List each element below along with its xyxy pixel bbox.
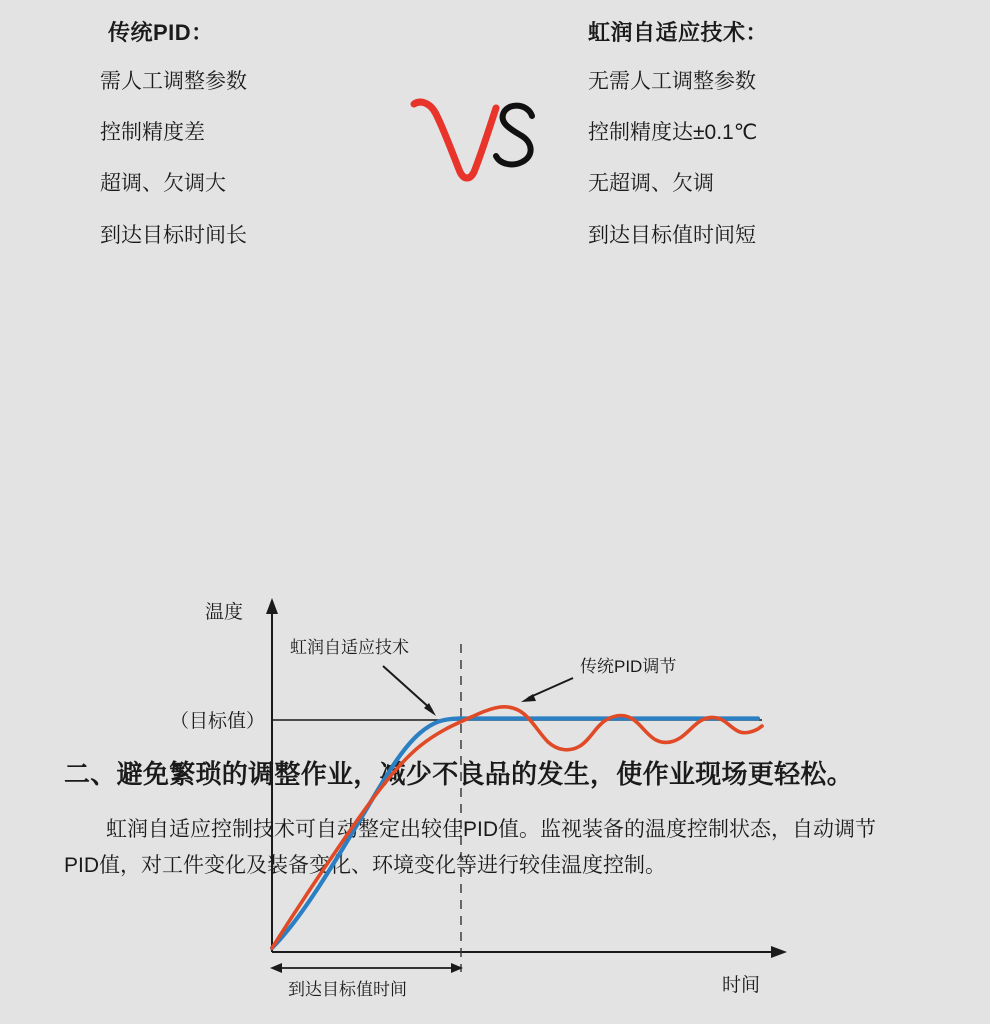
settling-span-arrow-left: [270, 963, 282, 973]
list-item: 需人工调整参数: [100, 70, 247, 93]
list-item: 到达目标时间长: [100, 223, 247, 247]
x-axis-title: 时间: [722, 975, 761, 996]
target-value-label: （目标值）: [170, 711, 266, 732]
list-item: 控制精度达±0.1℃: [588, 121, 758, 145]
vs-badge: [404, 96, 544, 186]
section-paragraph: 虹润自适应控制技术可自动整定出较佳PID值。监视装备的温度控制状态，自动调节PID值，对工件变化及装备变化、环境变化等进行较佳温度控制。: [64, 817, 877, 878]
y-axis-title: 温度: [205, 602, 244, 623]
annotation-leader-pid: [528, 678, 573, 698]
annotation-label-pid: 传统PID调节: [580, 657, 677, 676]
comparison-title-adaptive: 虹润自适应技术：: [588, 20, 769, 45]
comparison-list-adaptive: [588, 69, 918, 248]
list-item: 无需人工调整参数: [588, 70, 756, 93]
section-heading: 二、避免繁琐的调整作业，减少不良品的发生，使作业现场更轻松。: [64, 759, 854, 789]
comparison-title-traditional: 传统PID：: [108, 20, 214, 45]
x-axis-arrow: [771, 946, 787, 958]
section-two: [0, 750, 990, 885]
y-axis-arrow: [266, 598, 278, 614]
list-item: 无超调、欠调: [588, 172, 714, 196]
list-item: 到达目标值时间短: [588, 223, 756, 247]
comparison-column-traditional: [100, 16, 400, 274]
comparison-column-adaptive: [588, 16, 918, 274]
annotation-label-adaptive: 虹润自适应技术: [290, 638, 409, 657]
settling-span-label: 到达目标值时间: [288, 980, 407, 999]
comparison-block: [0, 0, 990, 280]
list-item: 控制精度差: [100, 121, 205, 145]
comparison-list-traditional: [100, 69, 400, 248]
annotation-leader-adaptive: [383, 666, 432, 710]
list-item: 超调、欠调大: [100, 172, 226, 196]
